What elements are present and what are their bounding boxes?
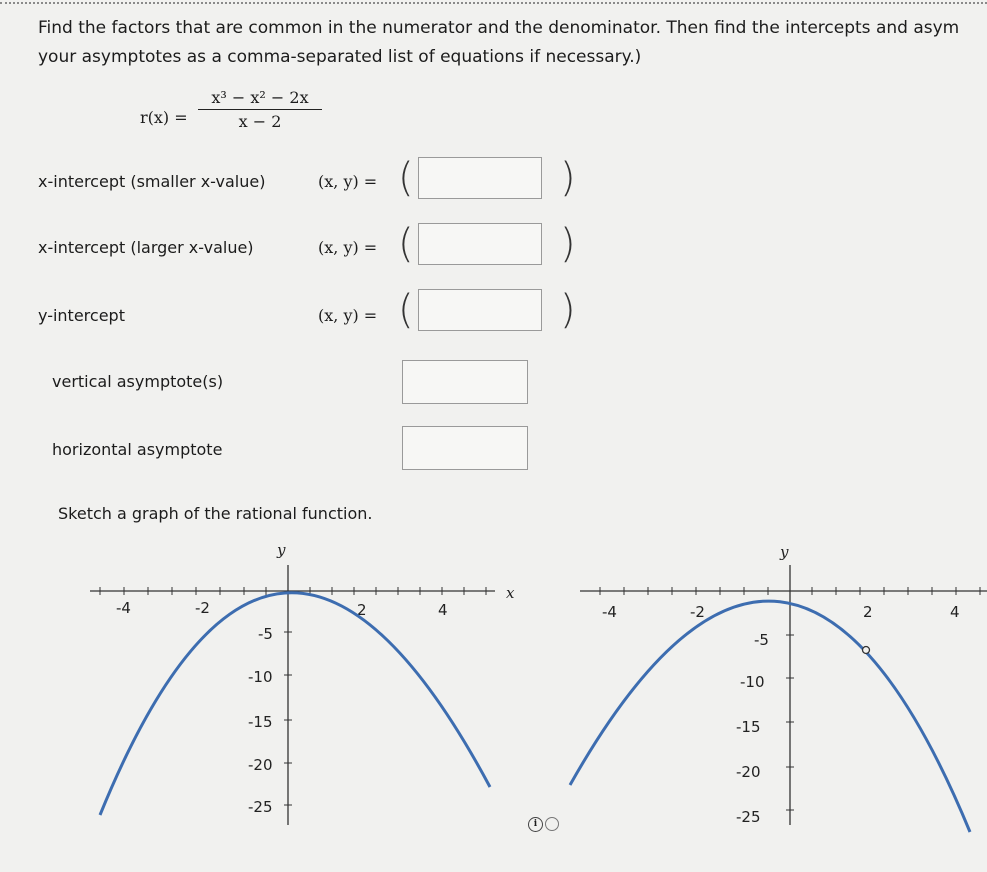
x-tick-label: -4 (602, 603, 617, 621)
graph-option-left[interactable] (60, 535, 520, 835)
close-paren: ) (560, 221, 576, 267)
sketch-prompt: Sketch a graph of the rational function. (58, 504, 373, 523)
y-tick-label: -10 (248, 668, 273, 686)
y-axis-label: y (277, 541, 286, 559)
close-paren: ) (560, 155, 576, 201)
x-tick-label: 2 (357, 601, 367, 619)
row-label-horizontal-asymptote: horizontal asymptote (52, 440, 223, 459)
x-tick-label: 4 (950, 603, 960, 621)
y-tick-label: -20 (736, 763, 761, 781)
y-tick-label: -25 (736, 808, 761, 826)
open-paren: ( (398, 221, 414, 267)
answer-x-intercept-larger[interactable] (418, 223, 542, 265)
row-label-x-intercept-larger: x-intercept (larger x-value) (38, 238, 254, 257)
answer-y-intercept[interactable] (418, 289, 542, 331)
row-prefix-x-intercept-smaller: (x, y) = (318, 172, 378, 191)
x-tick-label: -4 (116, 599, 131, 617)
top-divider (0, 2, 987, 4)
graph-option-right[interactable] (560, 535, 987, 835)
hole-marker (863, 647, 870, 654)
open-paren: ( (398, 287, 414, 333)
info-icon[interactable]: i (528, 817, 543, 832)
y-tick-label: -15 (248, 713, 273, 731)
answer-vertical-asymptote[interactable] (402, 360, 528, 404)
answer-horizontal-asymptote[interactable] (402, 426, 528, 470)
y-tick-label: -15 (736, 718, 761, 736)
open-paren: ( (398, 155, 414, 201)
row-label-y-intercept: y-intercept (38, 306, 125, 325)
y-tick-label: -5 (754, 631, 769, 649)
y-tick-label: -5 (258, 625, 273, 643)
y-tick-label: -25 (248, 798, 273, 816)
function-fraction (198, 88, 322, 131)
y-tick-label: -10 (740, 673, 765, 691)
x-tick-label: 4 (438, 601, 448, 619)
function-lhs: r(x) = (140, 108, 188, 127)
y-tick-label: -20 (248, 756, 273, 774)
row-label-x-intercept-smaller: x-intercept (smaller x-value) (38, 172, 266, 191)
x-tick-label: 2 (863, 603, 873, 621)
instructions-text: Find the factors that are common in the numerator and the denominator. Then find the intercepts and asym your asymptotes as a comma-separated list of equations if necessary.) (38, 18, 960, 67)
answer-x-intercept-smaller[interactable] (418, 157, 542, 199)
close-paren: ) (560, 287, 576, 333)
y-axis-label: y (780, 543, 789, 561)
function-numerator: x³ − x² − 2x (198, 88, 322, 110)
row-prefix-y-intercept: (x, y) = (318, 306, 378, 325)
graph-curve (100, 593, 490, 815)
radio-icon[interactable] (545, 817, 559, 831)
function-denominator: x − 2 (238, 112, 282, 131)
x-tick-label: -2 (690, 603, 705, 621)
graph-curve (570, 601, 970, 832)
row-label-vertical-asymptote: vertical asymptote(s) (52, 372, 224, 391)
x-tick-label: -2 (195, 599, 210, 617)
x-axis-label: x (506, 584, 515, 602)
row-prefix-x-intercept-larger: (x, y) = (318, 238, 378, 257)
